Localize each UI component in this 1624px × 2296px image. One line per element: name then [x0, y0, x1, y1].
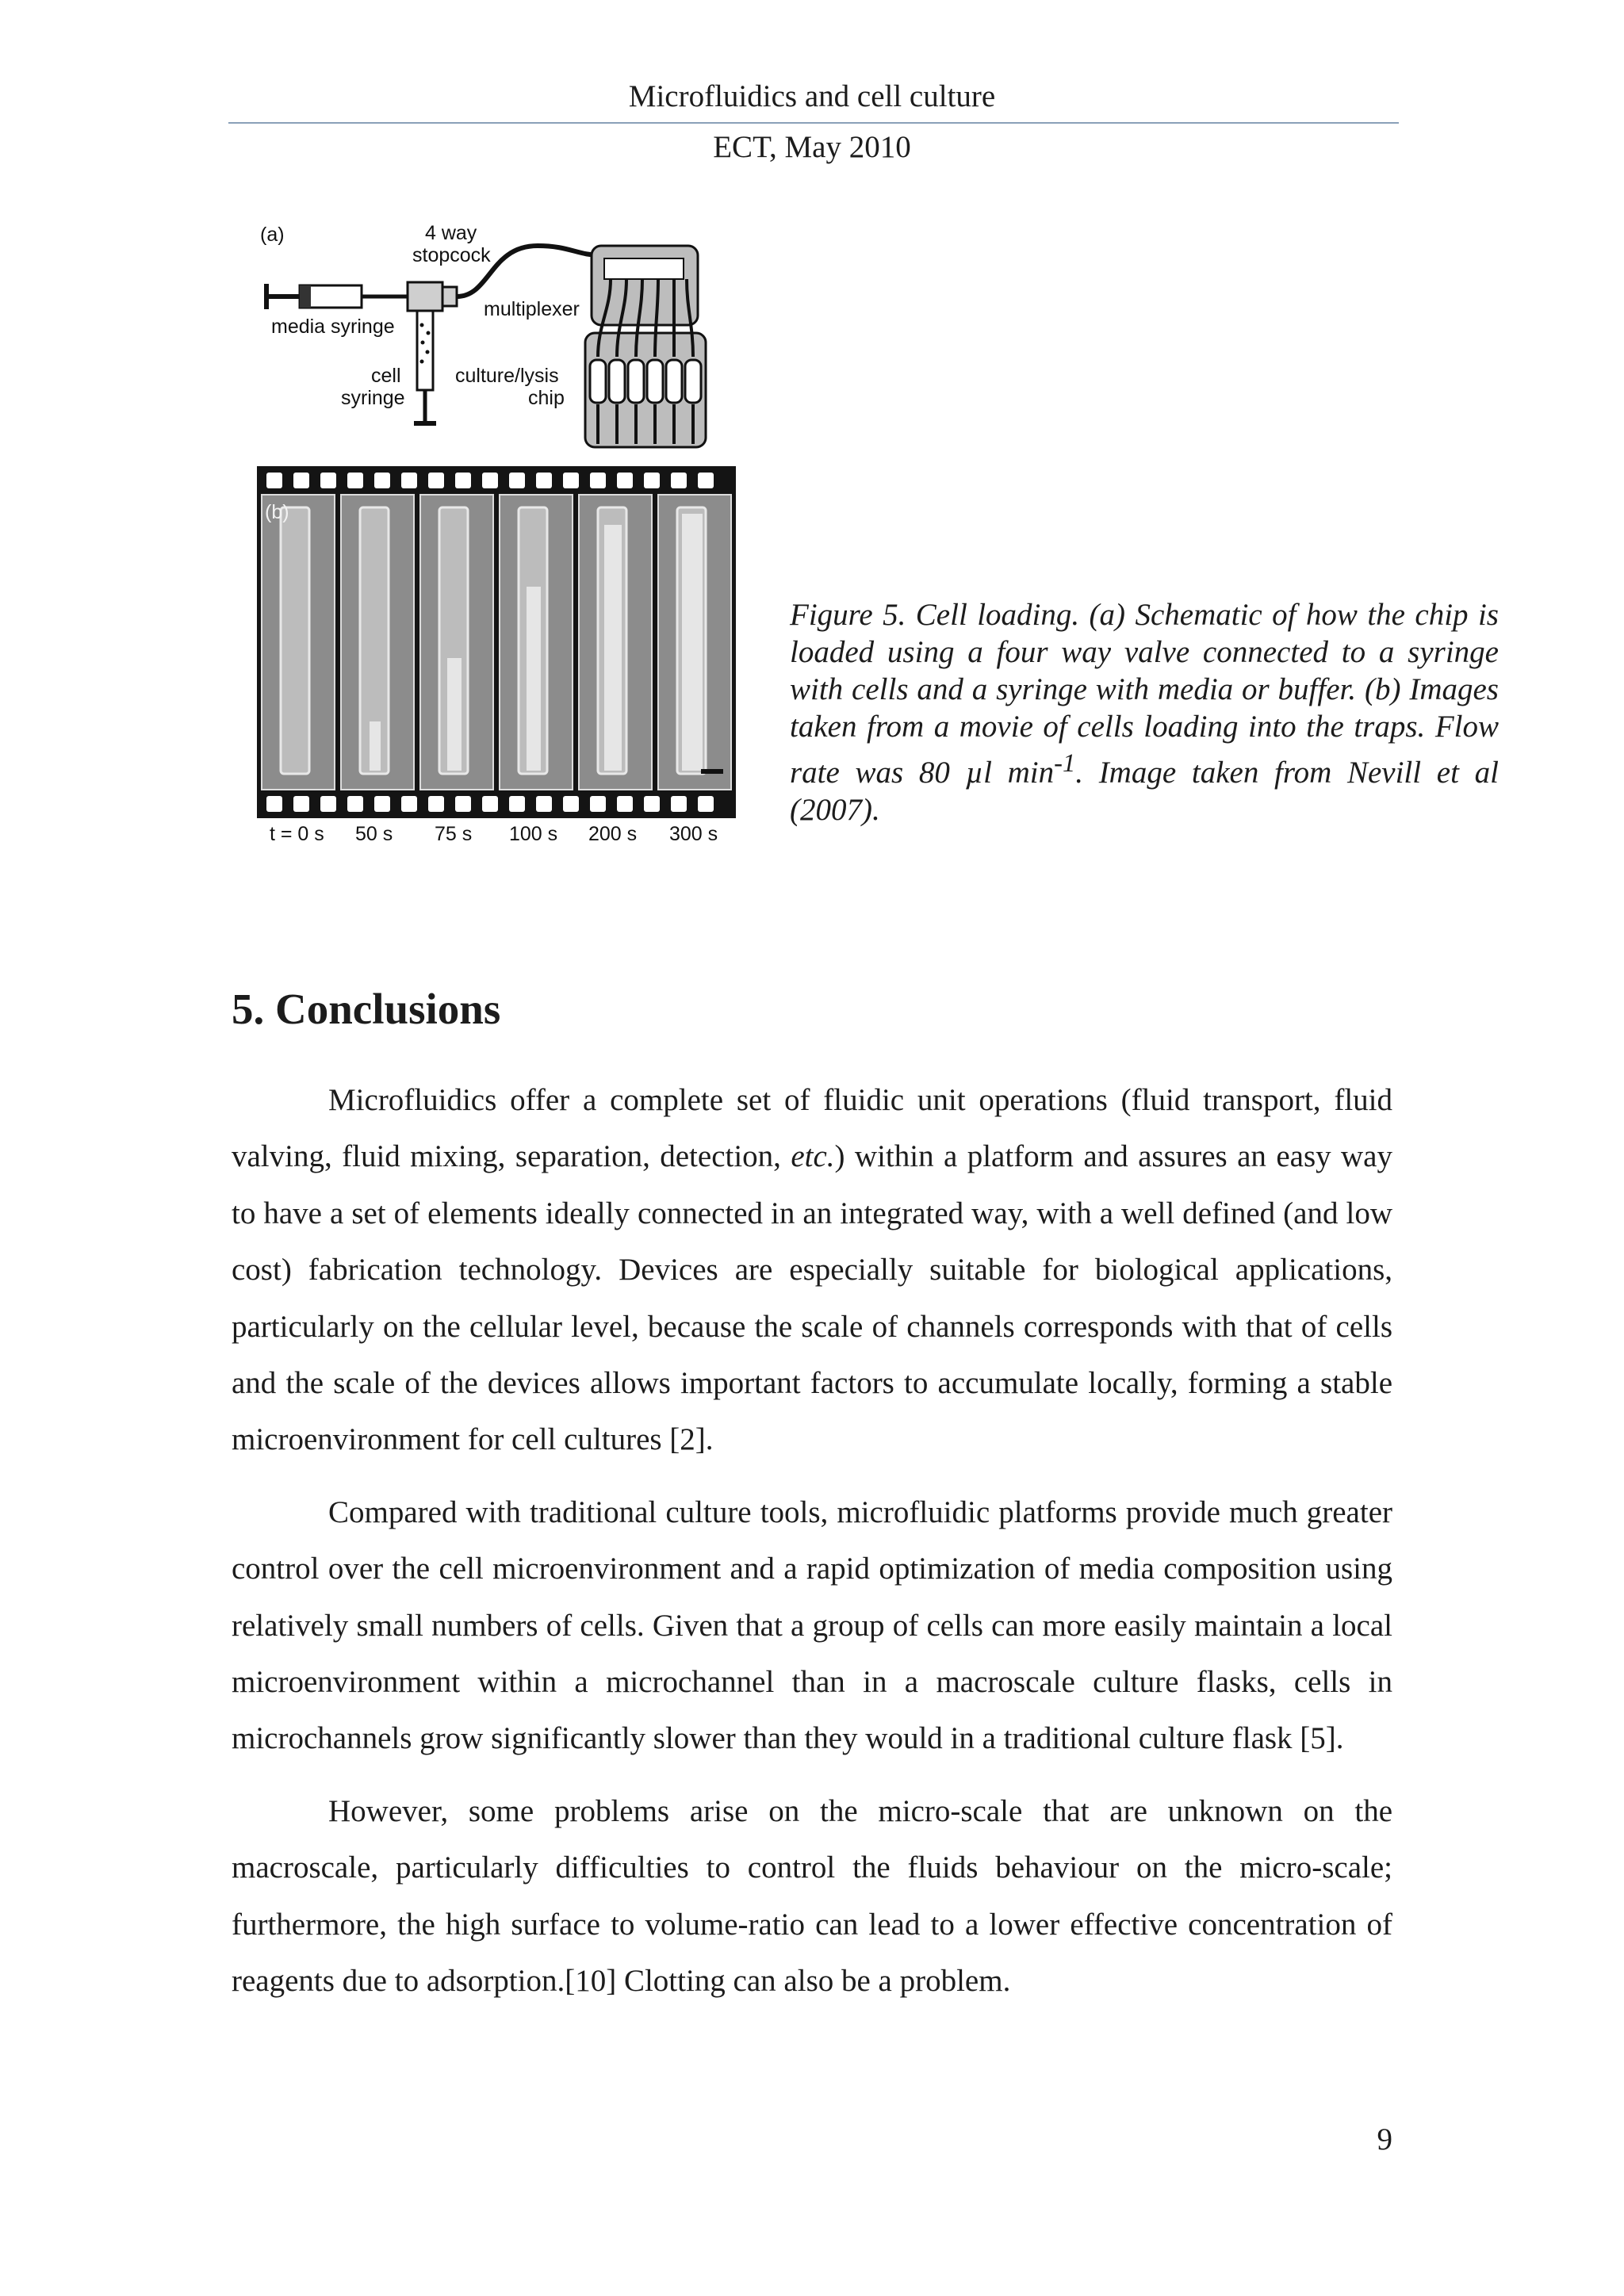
time-label: 300 s	[669, 823, 718, 845]
running-header-title: Microfluidics and cell culture	[628, 79, 996, 113]
body-text	[232, 1072, 1392, 2026]
caption-text: Figure 5. Cell loading. (a) Schematic of how the chip is loaded using a four way valve connected to a syringe with cells and a syringe with media or buffer. (b) Images taken from a movie of cells loading into the traps. Flow rate was 80 µl min	[790, 598, 1499, 790]
scale-bar	[701, 769, 723, 774]
panel-a-schematic	[260, 222, 706, 447]
stopcock-body	[408, 282, 442, 311]
stopcock-label-line1: 4 way	[425, 222, 477, 244]
cell-loading-figure	[252, 214, 744, 848]
chip-label-line1: culture/lysis	[455, 365, 559, 387]
paragraph-1	[232, 1072, 1392, 1468]
time-label: 50 s	[355, 823, 393, 845]
figure-caption	[790, 596, 1499, 828]
cell-syringe-barrel	[417, 311, 433, 390]
media-syringe-label: media syringe	[271, 316, 395, 338]
time-label: 100 s	[509, 823, 558, 845]
paragraph-3: However, some problems arise on the micro-scale that are unknown on the macroscale, particularly difficulties to control the fluids behaviour on the micro-scale; furthermore, the high surface to volume-ratio can lead to a lower effective concentration of reagents due to adsorption.[10] Clotting can also be a problem.	[232, 1793, 1392, 1999]
caption-text-after: . Image taken from Nevill et al (2007).	[790, 756, 1499, 827]
multiplexer-label: multiplexer	[484, 298, 580, 320]
panel-a-label: (a)	[260, 224, 285, 246]
stopcock-outlet	[442, 287, 457, 306]
running-header-subtitle: ECT, May 2010	[713, 130, 911, 164]
stopcock-label-line2: stopcock	[412, 244, 491, 266]
panel-b-filmstrip	[257, 466, 736, 845]
time-label: t = 0 s	[270, 823, 324, 845]
chip-label-line2: chip	[528, 387, 565, 409]
header-rule	[228, 122, 1399, 124]
time-label: 75 s	[435, 823, 473, 845]
caption-superscript: -1	[1054, 749, 1076, 778]
paragraph-1-text: Microfluidics offer a complete set of fluidic unit operations (fluid transport, fluid valving, fluid mixing, separation, detection,	[232, 1083, 1392, 1174]
media-syringe-piston	[300, 285, 311, 308]
paragraph-1-italic: etc.	[791, 1139, 835, 1174]
paragraph-2: Compared with traditional culture tools, microfluidic platforms provide much greater control over the cell microenvironment and a rapid optimization of media composition using relatively small numbers of cells. Given that a group of cells can more easily maintain a local microenvironment within a microchannel than in a macroscale culture flasks, cells in microchannels grow significantly slower than they would in a traditional culture flask [5].	[232, 1494, 1392, 1756]
figure-5-image	[252, 214, 744, 848]
cell-syringe-label-line1: cell	[371, 365, 401, 387]
time-label: 200 s	[588, 823, 638, 845]
cell-syringe-label-line2: syringe	[341, 387, 405, 409]
page-number: 9	[1377, 2122, 1392, 2156]
panel-b-label: (b)	[265, 501, 289, 523]
section-heading: 5. Conclusions	[232, 985, 501, 1033]
paragraph-1-text-after: ) within a platform and assures an easy way to have a set of elements ideally connected in an integrated way, with a well defined (and low cost) fabrication technology. Devices are especially suitable for biological applications, particularly on the cellular level, because the scale of channels corresponds with that of cells and the scale of the devices allows important factors to accumulate locally, forming a stable microenvironment for cell cultures [2].	[232, 1139, 1392, 1457]
